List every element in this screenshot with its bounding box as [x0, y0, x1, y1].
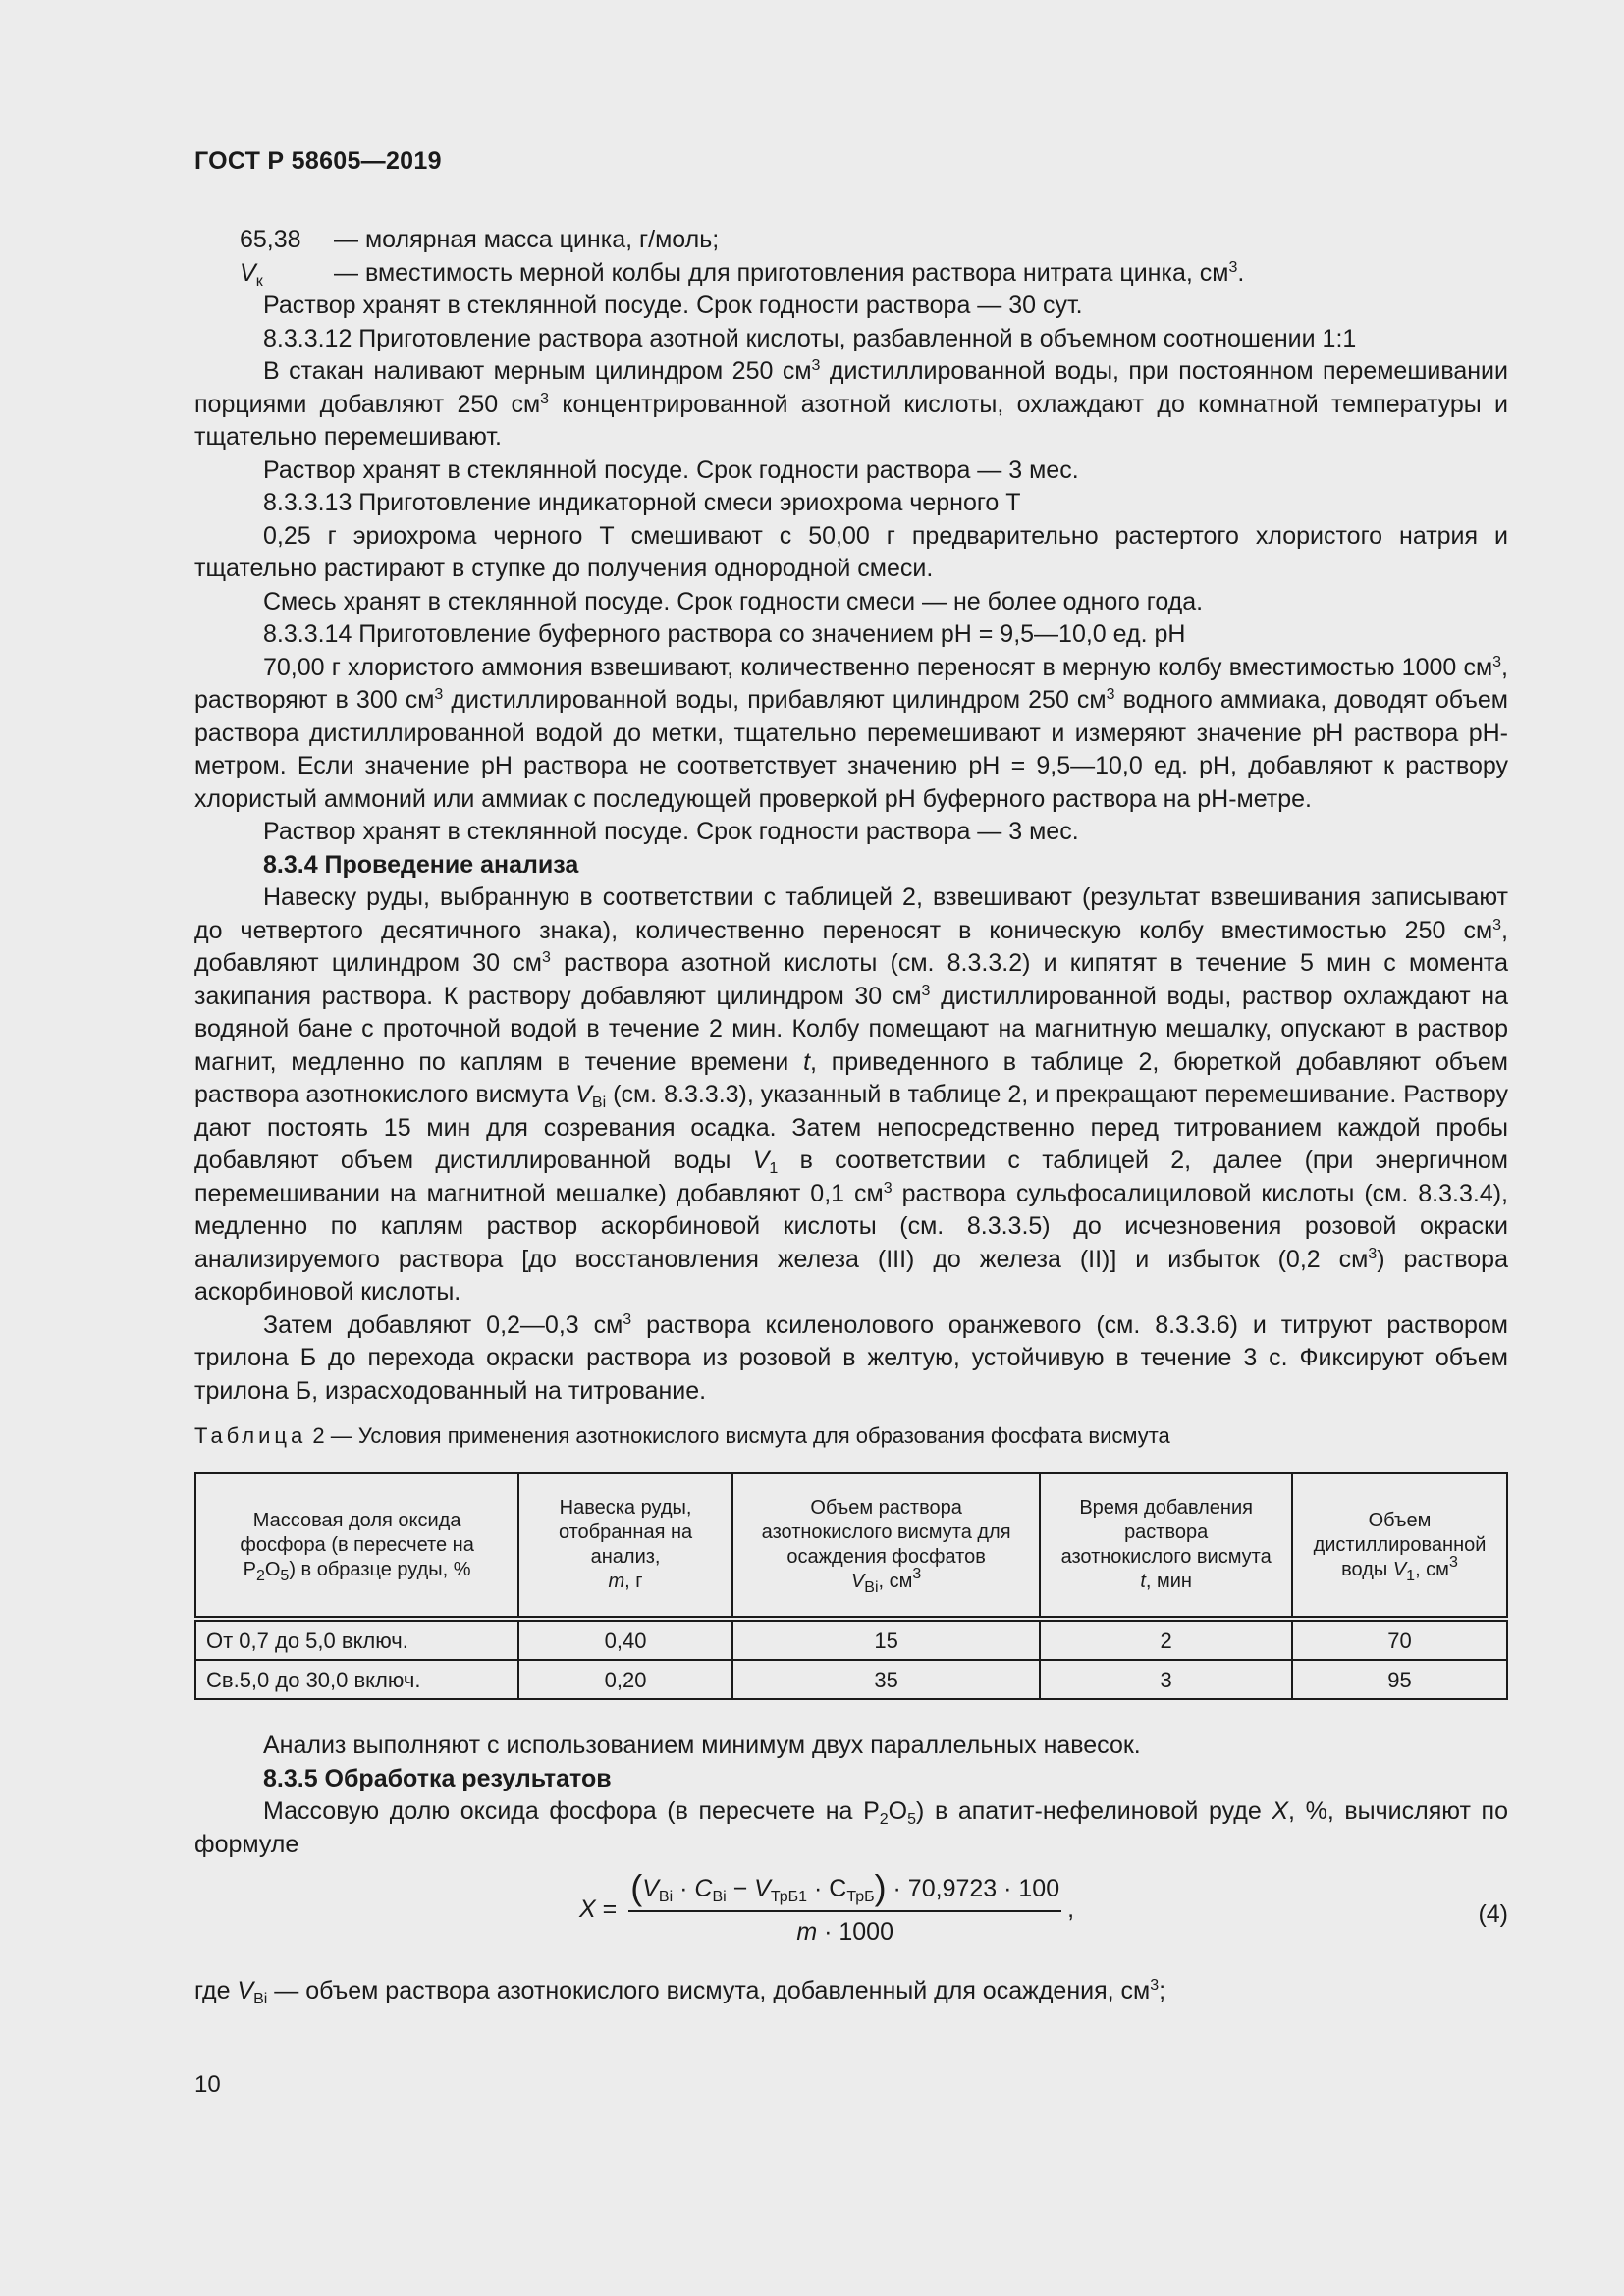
paragraph: Затем добавляют 0,2—0,3 $см^3$ раствора ксиленолового оранжевого (см. 8.3.3.6) и титруют раствором трилона Б до перехода окраски раствора из розовой в желтую, устойчивую в течение 3 с. Фиксируют объем трилона Б, израсходованный на титрование.: [194, 1310, 1508, 1405]
definition-molar-mass: 65,38 — молярная масса цинка, г/моль;: [240, 226, 720, 253]
table-cell: 2: [1040, 1619, 1292, 1660]
paragraph: 70,00 г хлористого аммония взвешивают, количественно переносят в мерную колбу вместимостью 1000 $см^3$, растворяют в 300 $см^3$ дистиллированной воды, прибавляют цилиндром 250 $см^3$ водного аммиака, доводят объем раствора дистиллированной водой до метки, тщательно перемешивают и измеряют значение pH раствора pH-метром. Если значение pH раствора не соответствует значению pH = 9,5—10,0 ед. pH, добавляют к раствору хлористый аммоний или аммиак с последующей проверкой pH буферного раствора на pH-метре.: [194, 653, 1508, 813]
table-cell: 95: [1292, 1660, 1507, 1699]
paragraph: Смесь хранят в стеклянной посуде. Срок годности смеси — не более одного года.: [263, 587, 1204, 615]
table-cell: 0,20: [518, 1660, 732, 1699]
paragraph: Навеску руды, выбранную в соответствии с таблицей 2, взвешивают (результат взвешивания записывают до четвертого десятичного знака), количественно переносят в коническую колбу вместимостью 250 $см^3$, добавляют цилиндром 30 $см^3$ раствора азотной кислоты (см. 8.3.3.2) и кипятят в течение 5 мин с момента закипания раствора. К раствору добавляют цилиндром 30 $см^3$ дистиллированной воды, раствор охлаждают на водяной бане с проточной водой в течение 2 мин. Колбу помещают на магнитную мешалку, опускают в раствор магнит, медленно по каплям в течение времени t, приведенного в таблице 2, бюреткой добавляют объем раствора азотнокислого висмута $V_{Bi}$ (см. 8.3.3.3), указанный в таблице 2, и прекращают перемешивание. Раствору дают постоять 15 мин для созревания осадка. Затем непосредственно перед титрованием каждой пробы добавляют объем дистиллированной воды $V_1$ в соответствии с таблицей 2, далее (при энергичном перемешивании на магнитной мешалке) добавляют 0,1 $см^3$ раствора сульфосалициловой кислоты (см. 8.3.3.4), медленно по каплям раствор аскорбиновой кислоты (см. 8.3.3.5) до исчезновения розовой окраски анализируемого раствора [до восстановления железа (III) до железа (II)] и избыток (0,2 $см^3$) раствора аскорбиновой кислоты.: [194, 883, 1509, 1306]
paragraph: Массовую долю оксида фосфора (в пересчете на $P_2O_5$) в апатит-нефелиновой руде X, %, вычисляют по формуле: [194, 1797, 1508, 1858]
table-row: [195, 1660, 1507, 1699]
paragraph: 8.3.3.12 Приготовление раствора азотной кислоты, разбавленной в объемном соотношении 1:1: [263, 324, 1357, 352]
table-cell: 70: [1292, 1619, 1507, 1660]
column-header: Объем раствора азотнокислого висмута для осаждения фосфатов $V_{Bi}$, $см^3$: [732, 1473, 1040, 1619]
paragraph: Раствор хранят в стеклянной посуде. Срок годности раствора — 3 мес.: [263, 455, 1079, 484]
formula-block: [194, 1865, 1508, 1975]
section-heading-8-3-5: 8.3.5 Обработка результатов: [263, 1764, 612, 1792]
table-caption: Таблица 2 — Условия применения азотнокислого висмута для образования фосфата висмута: [194, 1423, 1170, 1448]
formula-numerator: $(V_{Bi} \cdot C_{Bi} - V_{ТрБ1} \cdot С_{ТрБ}) \cdot 70,9723 \cdot 100$: [628, 1871, 1061, 1912]
table-cell: 35: [732, 1660, 1040, 1699]
paragraph: Раствор хранят в стеклянной посуде. Срок годности раствора — 30 сут.: [263, 292, 1083, 319]
paragraph: 8.3.3.14 Приготовление буферного раствора со значением pH = 9,5—10,0 ед. pH: [263, 620, 1186, 648]
column-header: Массовая доля оксида фосфора (в пересчете на $P_2O_5$) в образце руды, %: [195, 1473, 518, 1619]
paragraph: 0,25 г эриохрома черного Т смешивают с 50,00 г предварительно растертого хлористого натрия и тщательно растирают в ступке до получения однородной смеси.: [194, 521, 1508, 582]
column-header: Время добавления раствора азотнокислого висмута t, мин: [1040, 1473, 1292, 1619]
paragraph: где $V_{Bi}$ — объем раствора азотнокислого висмута, добавленный для осаждения, $см^3$;: [194, 1977, 1166, 2007]
table-cell: Св.5,0 до 30,0 включ.: [195, 1660, 518, 1699]
column-header: Объем дистиллированной воды $V_1$, $см^3$: [1292, 1473, 1507, 1619]
formula-denominator: m · 1000: [796, 1917, 893, 1946]
equation-number: (4): [1478, 1900, 1508, 1928]
document-header: ГОСТ Р 58605—2019: [194, 147, 442, 175]
paragraph: 8.3.3.13 Приготовление индикаторной смеси эриохрома черного Т: [263, 489, 1021, 516]
formula-4: X = $\frac{(V_{Bi} \cdot C_{Bi} - V_{ТрБ1} \cdot С_{ТрБ}) \cdot 70,9723 \cdot 100}{m \cdot 1000}$ ,: [579, 1871, 1074, 1949]
table-row: [195, 1619, 1507, 1660]
definition-flask-volume: $V_к$ — вместимость мерной колбы для приготовления раствора нитрата цинка, $см^3$.: [240, 258, 1245, 290]
table-header-row: [195, 1473, 1507, 1619]
section-heading-8-3-4: 8.3.4 Проведение анализа: [263, 850, 579, 879]
paragraph: Анализ выполняют с использованием минимум двух параллельных навесок.: [263, 1732, 1141, 1759]
table-cell: От 0,7 до 5,0 включ.: [195, 1619, 518, 1660]
page-content: [194, 224, 1508, 2008]
table-cell: 3: [1040, 1660, 1292, 1699]
page-number: 10: [194, 2071, 221, 2098]
paragraph: В стакан наливают мерным цилиндром 250 $см^3$ дистиллированной воды, при постоянном перемешивании порциями добавляют 250 $см^3$ концентрированной азотной кислоты, охлаждают до комнатной температуры и тщательно перемешивают.: [194, 357, 1508, 451]
column-header: Навеска руды, отобранная на анализ, m, г: [518, 1473, 732, 1619]
table-2: [194, 1472, 1508, 1700]
paragraph: Раствор хранят в стеклянной посуде. Срок годности раствора — 3 мес.: [263, 818, 1079, 845]
table-cell: 0,40: [518, 1619, 732, 1660]
table-cell: 15: [732, 1619, 1040, 1660]
